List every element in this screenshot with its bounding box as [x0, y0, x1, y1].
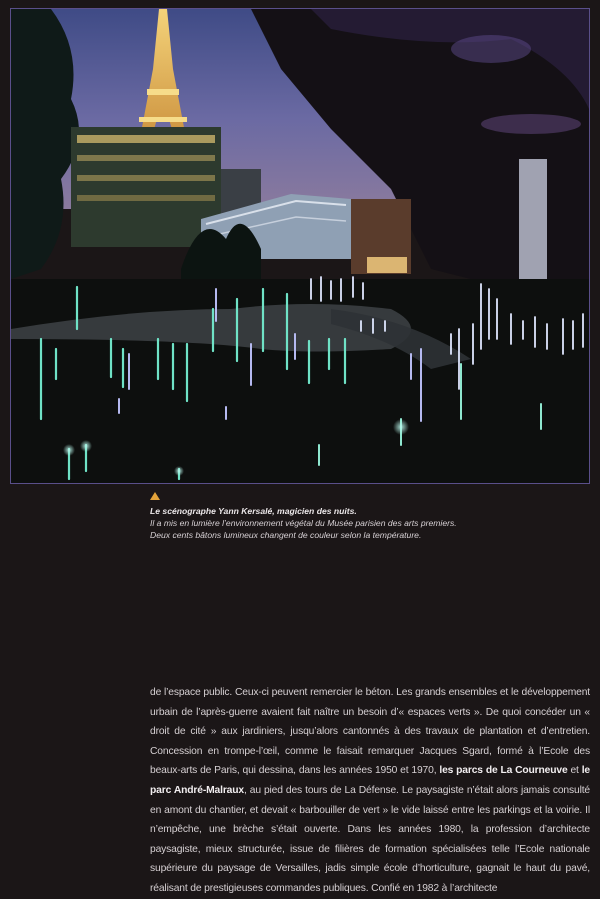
article-text-1: de l’espace public. Ceux-ci peuvent remercier le béton. Les grands ensembles et le développement urbain de l’après-guerre avaient fait naître un besoin d’« espaces verts ». De quoi concéder un « droit de cité » aux jardiniers, jusqu’alors cantonnés à des travaux de plantation et d’entretien. Concession en trompe-l’œil, comme le faisait remarquer Jacques Sgard, formé à l’Ecole des beaux-arts de Paris, qui dessina, dans les années 1950 et 1970, — [150, 687, 590, 777]
photo-caption — [150, 505, 480, 541]
article-bold-malraux: le parc André-Malraux — [150, 765, 590, 796]
caption-triangle-icon — [150, 492, 160, 500]
caption-line-1: Il a mis en lumière l’environnement végétal du Musée parisien des arts premiers. — [150, 518, 457, 528]
article-body — [150, 683, 590, 899]
night-garden-photo — [10, 8, 590, 484]
tree-left — [11, 9, 79, 279]
caption-title: Le scénographe Yann Kersalé, magicien des nuits. — [150, 506, 357, 516]
article-paragraph — [150, 683, 590, 899]
caption-line-2: Deux cents bâtons lumineux changent de couleur selon la température. — [150, 530, 422, 540]
article-text-2: , au pied des tours de La Défense. Le paysagiste n’était alors jamais consulté en amont du chantier, et devait « barbouiller de vert » le vide laissé entre les parkings et la voirie. Il n’empêche, une brèche s’était ouverte. Dans les années 1980, la profession d’architecte paysagiste, mieux structurée, issue de filières de formation spécialisées telle l’Ecole nationale supérieure du paysage de Versailles, jadis simple école d’horticulture, gagnait le haut du pavé, réalisant de prestigieuses commandes publiques. Confié en 1982 à l’architecte — [150, 784, 591, 894]
article-bold-courneuve: les parcs de La Courneuve — [439, 765, 568, 777]
photo-illustration — [11, 9, 589, 483]
article-text-mid: et — [567, 765, 582, 777]
